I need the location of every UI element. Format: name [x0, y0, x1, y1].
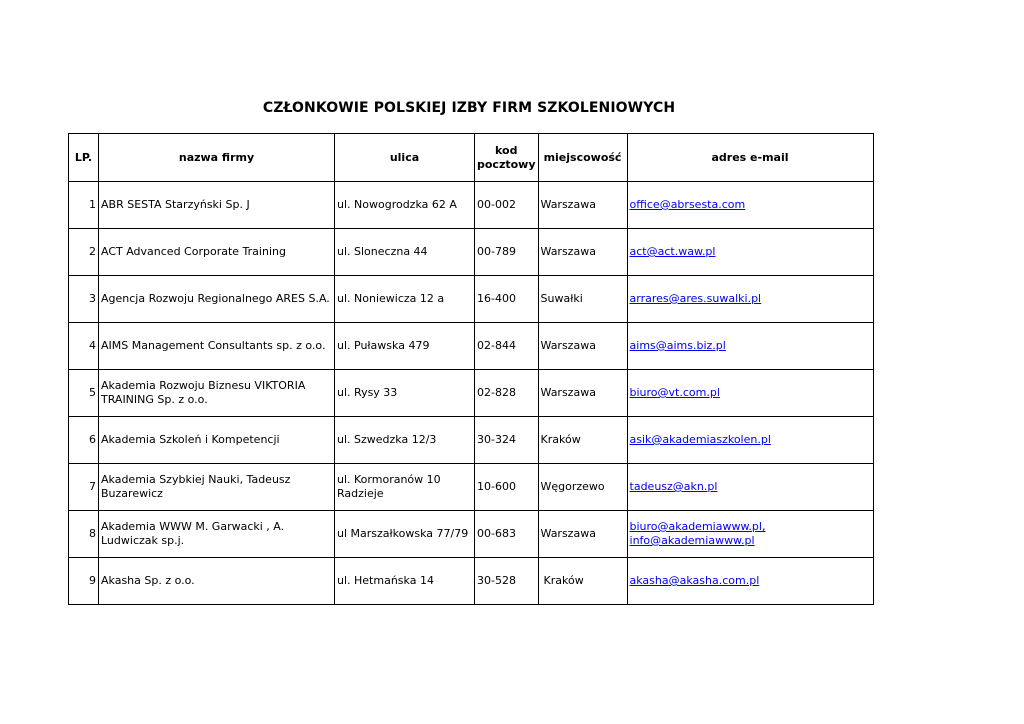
cell-lp: 3: [69, 276, 99, 323]
cell-city-text: Kraków: [543, 574, 584, 587]
cell-name: AIMS Management Consultants sp. z o.o.: [99, 323, 335, 370]
cell-email: [627, 464, 873, 511]
column-header-name: nazwa firmy: [99, 134, 335, 182]
table-row: [69, 511, 874, 558]
column-header-postcode: [475, 134, 539, 182]
cell-email: [627, 370, 873, 417]
header-row: [69, 134, 874, 182]
cell-postcode: 00-789: [475, 229, 539, 276]
email-link[interactable]: office@abrsesta.com: [629, 198, 746, 211]
email-link[interactable]: asik@akademiaszkolen.pl: [629, 433, 771, 446]
table-row: [69, 370, 874, 417]
table-row: [69, 417, 874, 464]
cell-lp: 2: [69, 229, 99, 276]
cell-email: [627, 558, 873, 605]
cell-lp: 5: [69, 370, 99, 417]
cell-postcode: 02-828: [475, 370, 539, 417]
cell-city: Warszawa: [538, 511, 627, 558]
cell-postcode: 30-324: [475, 417, 539, 464]
email-link[interactable]: aims@aims.biz.pl: [629, 339, 726, 352]
cell-street: ul. Hetmańska 14: [335, 558, 475, 605]
page-title: CZŁONKOWIE POLSKIEJ IZBY FIRM SZKOLENIOWYCH: [262, 100, 676, 116]
members-table: [68, 133, 874, 605]
cell-city: Kraków: [538, 417, 627, 464]
cell-email: [627, 417, 873, 464]
table-row: [69, 558, 874, 605]
cell-name: Akademia Szkoleń i Kompetencji: [99, 417, 335, 464]
cell-street: ul Marszałkowska 77/79: [335, 511, 475, 558]
cell-email: [627, 229, 873, 276]
cell-street: ul. Noniewicza 12 a: [335, 276, 475, 323]
cell-city: Suwałki: [538, 276, 627, 323]
cell-email: [627, 276, 873, 323]
table-row: [69, 276, 874, 323]
cell-email: [627, 182, 873, 229]
cell-postcode: 30-528: [475, 558, 539, 605]
cell-name: Akademia Szybkiej Nauki, Tadeusz Buzarewicz: [99, 464, 335, 511]
cell-lp: 1: [69, 182, 99, 229]
table-row: [69, 323, 874, 370]
cell-city: Warszawa: [538, 182, 627, 229]
cell-street: ul. Sloneczna 44: [335, 229, 475, 276]
cell-street: ul. Szwedzka 12/3: [335, 417, 475, 464]
cell-street: ul. Puławska 479: [335, 323, 475, 370]
cell-lp: 7: [69, 464, 99, 511]
cell-name: ACT Advanced Corporate Training: [99, 229, 335, 276]
cell-postcode: 00-002: [475, 182, 539, 229]
cell-city: Węgorzewo: [538, 464, 627, 511]
cell-email: [627, 323, 873, 370]
cell-name: Akademia Rozwoju Biznesu VIKTORIA TRAINING Sp. z o.o.: [99, 370, 335, 417]
cell-street: ul. Rysy 33: [335, 370, 475, 417]
cell-city: [538, 558, 627, 605]
cell-street: ul. Nowogrodzka 62 A: [335, 182, 475, 229]
cell-lp: 4: [69, 323, 99, 370]
cell-postcode: 02-844: [475, 323, 539, 370]
column-header-email: adres e-mail: [627, 134, 873, 182]
cell-lp: 8: [69, 511, 99, 558]
cell-name: Akasha Sp. z o.o.: [99, 558, 335, 605]
column-header-city: miejscowość: [538, 134, 627, 182]
table-row: [69, 182, 874, 229]
cell-city: Warszawa: [538, 229, 627, 276]
email-link[interactable]: act@act.waw.pl: [629, 245, 716, 258]
cell-postcode: 16-400: [475, 276, 539, 323]
cell-postcode: 10-600: [475, 464, 539, 511]
cell-lp: 9: [69, 558, 99, 605]
cell-city: Warszawa: [538, 323, 627, 370]
cell-name: Akademia WWW M. Garwacki , A. Ludwiczak sp.j.: [99, 511, 335, 558]
cell-name: ABR SESTA Starzyński Sp. J: [99, 182, 335, 229]
email-link[interactable]: akasha@akasha.com.pl: [629, 574, 760, 587]
column-header-street: ulica: [335, 134, 475, 182]
column-header-lp: LP.: [69, 134, 99, 182]
postcode-header-line1: kod: [495, 143, 518, 157]
cell-email: [627, 511, 873, 558]
email-link[interactable]: arrares@ares.suwalki.pl: [629, 292, 762, 305]
postcode-header-line2: pocztowy: [477, 157, 536, 171]
email-link[interactable]: biuro@akademiawww.pl, info@akademiawww.pl: [629, 520, 766, 547]
cell-lp: 6: [69, 417, 99, 464]
table-row: [69, 229, 874, 276]
cell-name: Agencja Rozwoju Regionalnego ARES S.A.: [99, 276, 335, 323]
email-link[interactable]: tadeusz@akn.pl: [629, 480, 718, 493]
email-link[interactable]: biuro@vt.com.pl: [629, 386, 720, 399]
cell-postcode: 00-683: [475, 511, 539, 558]
cell-city: Warszawa: [538, 370, 627, 417]
cell-street: ul. Kormoranów 10 Radzieje: [335, 464, 475, 511]
table-row: [69, 464, 874, 511]
